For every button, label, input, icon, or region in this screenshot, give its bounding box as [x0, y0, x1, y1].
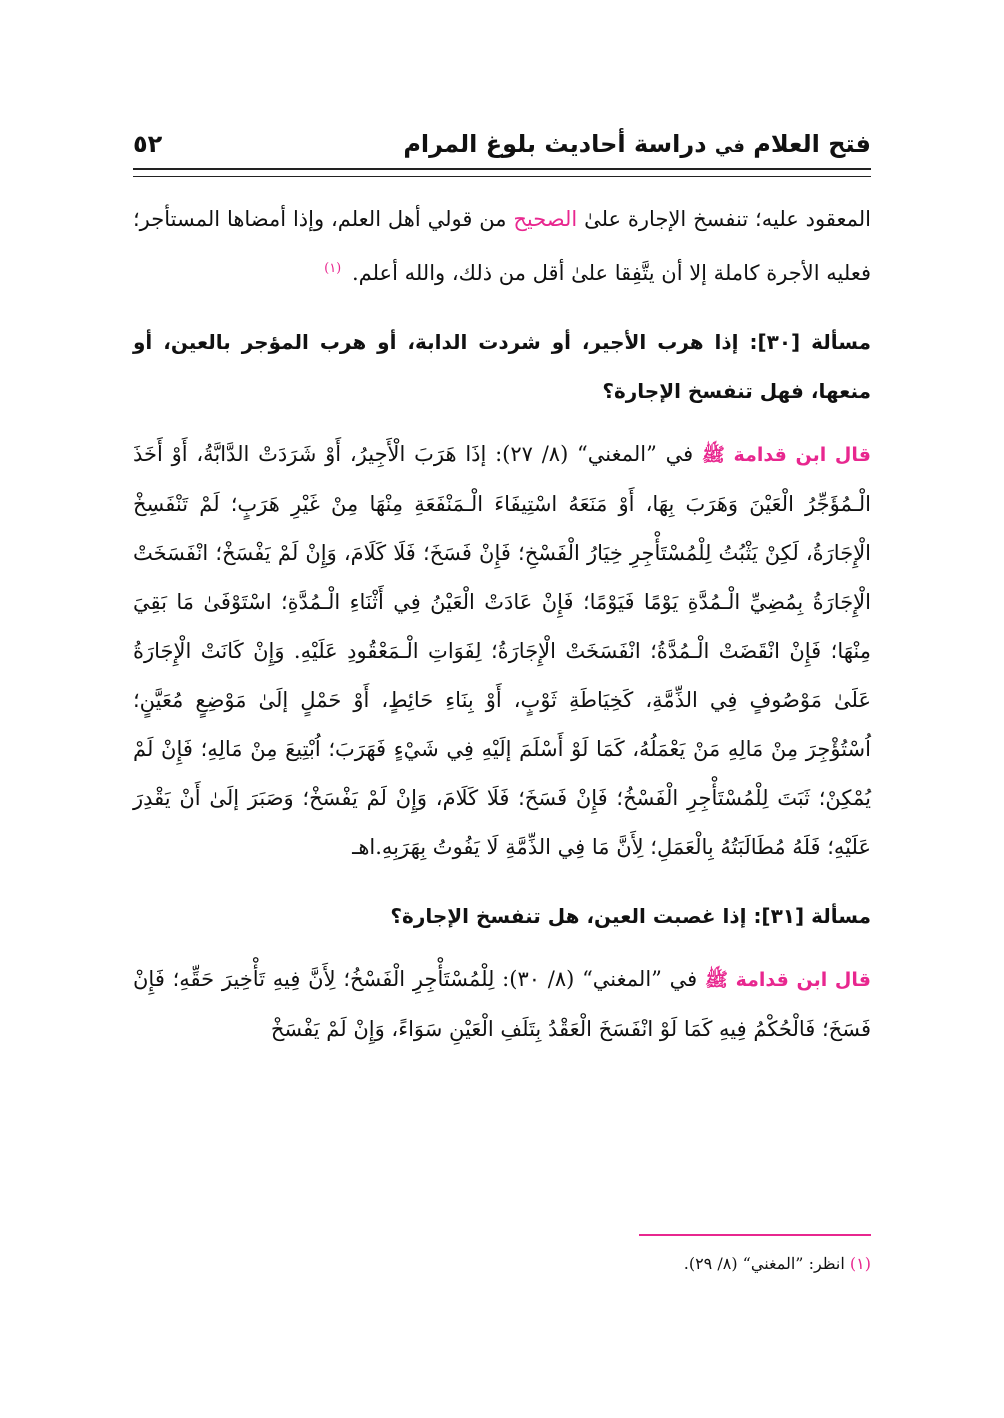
book-title-part2: دراسة أحاديث بلوغ المرام	[403, 130, 707, 158]
question-31-label: مسألة [٣١]:	[753, 904, 871, 928]
footnote-divider	[639, 1234, 871, 1236]
footnote-ref-1[interactable]: (١)	[324, 261, 342, 276]
book-title-fi: في	[714, 136, 745, 157]
footnote-number: (١)	[849, 1254, 871, 1273]
answer-30	[133, 430, 871, 872]
footnote	[684, 1254, 871, 1273]
intro-paragraph	[133, 195, 871, 298]
book-title	[403, 130, 871, 158]
answer-30-speaker: قال ابن قدامة ﷺ	[701, 444, 871, 466]
answer-31-speaker: قال ابن قدامة ﷺ	[704, 969, 871, 991]
answer-31	[133, 955, 871, 1054]
book-title-part1: فتح العلام	[753, 130, 871, 158]
question-30-label: مسألة [٣٠]:	[749, 330, 871, 354]
footnote-text: انظر: ”المغني“ (٨/ ٢٩).	[683, 1254, 845, 1273]
intro-text-before: المعقود عليه؛ تنفسخ الإجارة علىٰ	[584, 207, 871, 231]
page-number: ٥٢	[133, 130, 163, 158]
header-divider	[133, 176, 871, 177]
running-head	[133, 120, 871, 170]
question-31-text: إذا غصبت العين، هل تنفسخ الإجارة؟	[390, 904, 747, 928]
page	[133, 120, 871, 1418]
question-30	[133, 318, 871, 416]
answer-31-text: في ”المغني“ (٨/ ٣٠): لِلْمُسْتَأْجِرِ الْفَسْخُ؛ لِأَنَّ فِيهِ تَأْخِيرَ حَقِّهِ؛ فَإِنْ فَسَخَ؛ فَالْحُكْمُ فِيهِ كَمَا لَوْ انْفَسَخَ الْعَقْدُ بِتَلَفِ الْعَيْنِ سَوَاءً، وَإِنْ لَمْ يَفْسَخْ	[133, 967, 871, 1041]
question-30-text: إذا هرب الأجير، أو شردت الدابة، أو هرب المؤجر بالعين، أو منعها، فهل تنفسخ الإجارة؟	[133, 330, 871, 403]
intro-highlight: الصحيح	[513, 207, 578, 231]
question-31	[133, 892, 871, 941]
answer-30-text: في ”المغني“ (٨/ ٢٧): إذَا هَرَبَ الْأَجِيرُ، أَوْ شَرَدَتْ الدَّابَّةُ، أَوْ أَخَذَ الْـمُؤَجِّرُ الْعَيْنَ وَهَرَبَ بِهَا، أَوْ مَنَعَهُ اسْتِيفَاءَ الْـمَنْفَعَةِ مِنْهَا مِنْ غَيْرِ هَرَبٍ؛ لَمْ تَنْفَسِخْ الْإِجَارَةُ، لَكِنْ يَثْبُتُ لِلْمُسْتَأْجِرِ خِيَارُ الْفَسْخِ؛ فَإِنْ فَسَخَ؛ فَلَا كَلَامَ، وَإِنْ لَمْ يَفْسَخْ؛ انْفَسَخَتْ الْإِجَارَةُ بِمُضِيِّ الْـمُدَّةِ يَوْمًا فَيَوْمًا؛ فَإِنْ عَادَتْ الْعَيْنُ فِي أَثْنَاءِ الْـمُدَّةِ؛ اسْتَوْفَىٰ مَا بَقِيَ مِنْهَا؛ فَإِنْ انْقَضَتْ الْـمُدَّةُ؛ انْفَسَخَتْ الْإِجَارَةُ؛ لِفَوَاتِ الْـمَعْقُودِ عَلَيْهِ. وَإِنْ كَانَتْ الْإِجَارَةُ عَلَىٰ مَوْصُوفٍ فِي الذِّمَّةِ، كَخِيَاطَةِ ثَوْبٍ، أَوْ بِنَاءِ حَائِطٍ، أَوْ حَمْلٍ إلَىٰ مَوْضِعٍ مُعَيَّنٍ؛ اُسْتُؤْجِرَ مِنْ مَالِهِ مَنْ يَعْمَلُهُ، كَمَا لَوْ أَسْلَمَ إلَيْهِ فِي شَيْءٍ فَهَرَبَ؛ اُبْتِيعَ مِنْ مَالِهِ؛ فَإِنْ لَمْ يُمْكِنْ؛ ثَبَتَ لِلْمُسْتَأْجِرِ الْفَسْخُ؛ فَإِنْ فَسَخَ؛ فَلَا كَلَامَ، وَإِنْ لَمْ يَفْسَخْ؛ وَصَبَرَ إلَىٰ أَنْ يَقْدِرَ عَلَيْهِ؛ فَلَهُ مُطَالَبَتُهُ بِالْعَمَلِ؛ لِأَنَّ مَا فِي الذِّمَّةِ لَا يَفُوتُ بِهَرَبِهِ.اهـ	[133, 442, 871, 859]
intro-text-after: من قولي أهل العلم، وإذا أمضاها المستأجر؛ فعليه الأجرة كاملة إلا أن يتَّفِقا علىٰ أقل من ذلك، والله أعلم.	[133, 207, 871, 285]
